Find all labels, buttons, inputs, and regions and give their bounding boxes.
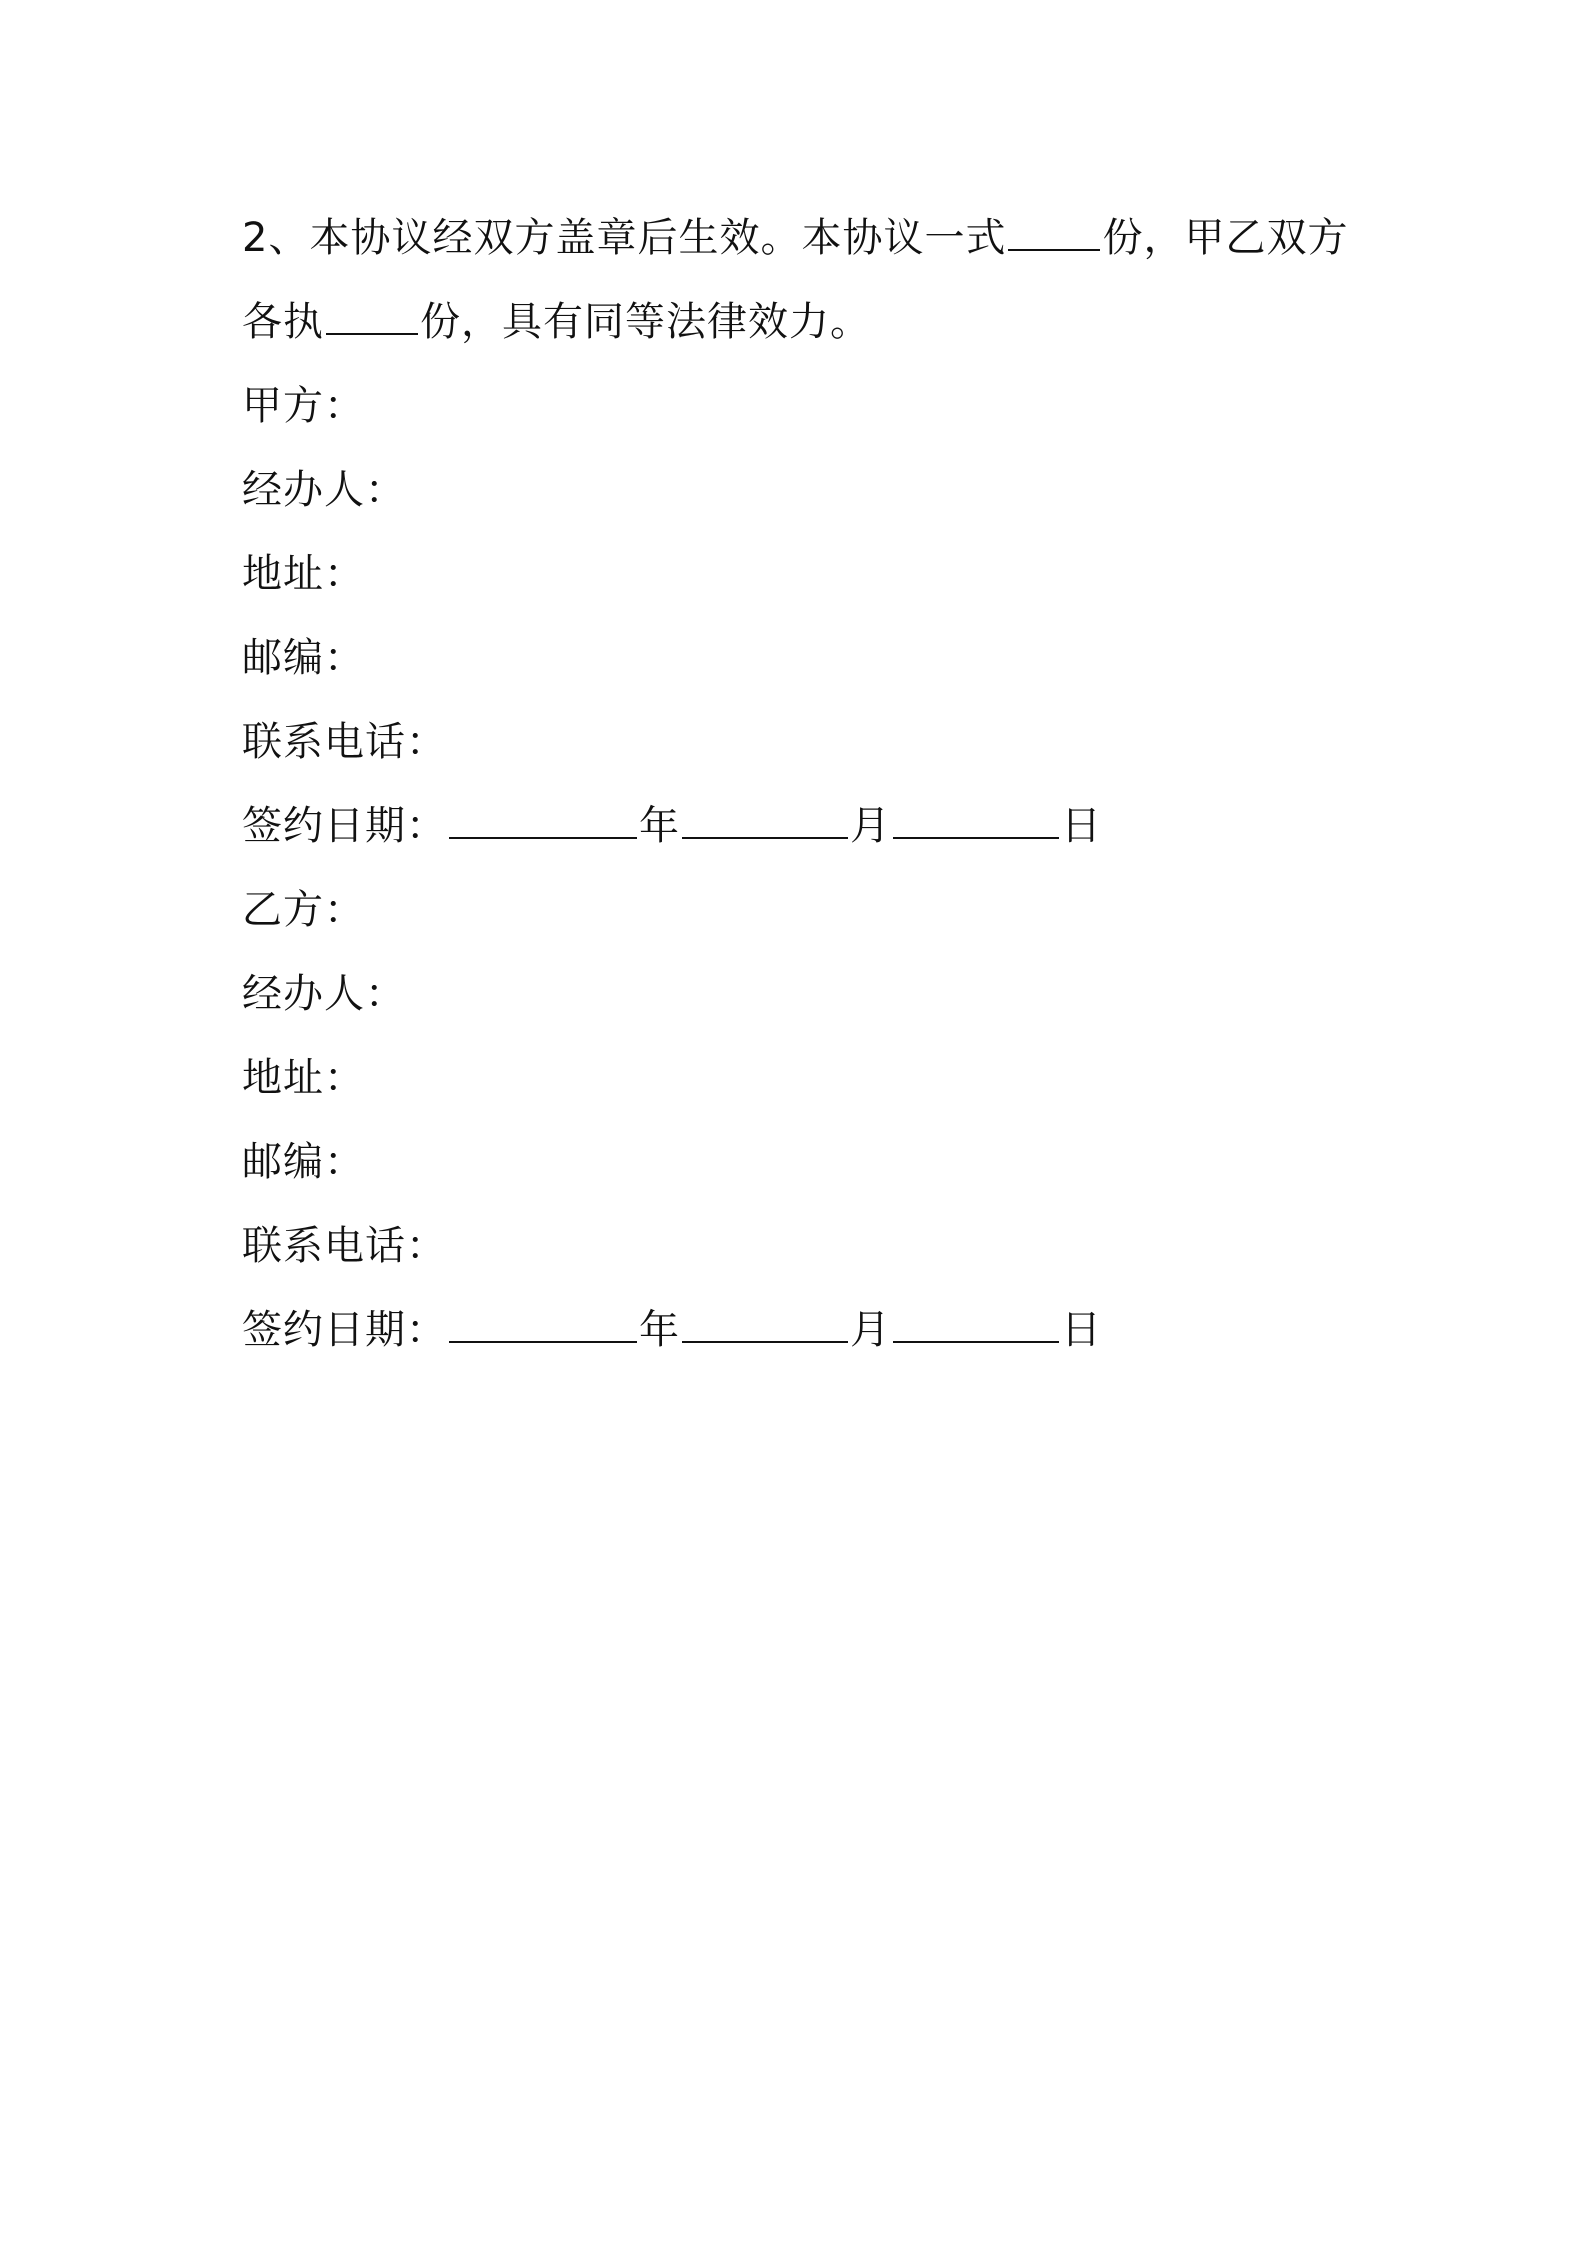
party-b-year-unit: 年 bbox=[639, 1307, 680, 1353]
party-a-day-unit: 日 bbox=[1061, 803, 1102, 849]
party-b-day-blank bbox=[893, 1311, 1059, 1343]
party-a-title: 甲方： bbox=[242, 383, 365, 429]
party-b-phone-label: 联系电话： bbox=[242, 1223, 447, 1269]
party-a-address-label: 地址： bbox=[242, 551, 365, 597]
party-b-sign-date-label: 签约日期： bbox=[242, 1307, 447, 1353]
party-b-day-unit: 日 bbox=[1061, 1307, 1102, 1353]
copies-total-blank bbox=[1008, 219, 1100, 251]
party-b-month-unit: 月 bbox=[850, 1307, 891, 1353]
party-a-day-blank bbox=[893, 807, 1059, 839]
party-b-agent-label: 经办人： bbox=[242, 971, 406, 1017]
clause-text-part3: 份，具有同等法律效力。 bbox=[420, 299, 871, 345]
party-b-sign-date-row bbox=[242, 1288, 1362, 1372]
party-a-postcode-label: 邮编： bbox=[242, 635, 365, 681]
party-a-month-unit: 月 bbox=[850, 803, 891, 849]
copies-each-blank bbox=[326, 303, 418, 335]
party-a-year-unit: 年 bbox=[639, 803, 680, 849]
party-b-month-blank bbox=[682, 1311, 848, 1343]
party-a-sign-date-row bbox=[242, 784, 1362, 868]
party-b-address-label: 地址： bbox=[242, 1055, 365, 1101]
document-body bbox=[242, 196, 1362, 1372]
party-b-postcode-label: 邮编： bbox=[242, 1139, 365, 1185]
party-a-month-blank bbox=[682, 807, 848, 839]
clause-text-part1: 2、本协议经双方盖章后生效。本协议一式 bbox=[242, 215, 1007, 261]
effectiveness-clause bbox=[242, 196, 1362, 364]
clause-text-part2: 份，甲乙双方各执 bbox=[242, 215, 1349, 345]
party-a-year-blank bbox=[449, 807, 637, 839]
party-a-agent-label: 经办人： bbox=[242, 467, 406, 513]
party-a-sign-date-label: 签约日期： bbox=[242, 803, 447, 849]
party-b-title: 乙方： bbox=[242, 887, 365, 933]
party-a-phone-label: 联系电话： bbox=[242, 719, 447, 765]
party-b-year-blank bbox=[449, 1311, 637, 1343]
